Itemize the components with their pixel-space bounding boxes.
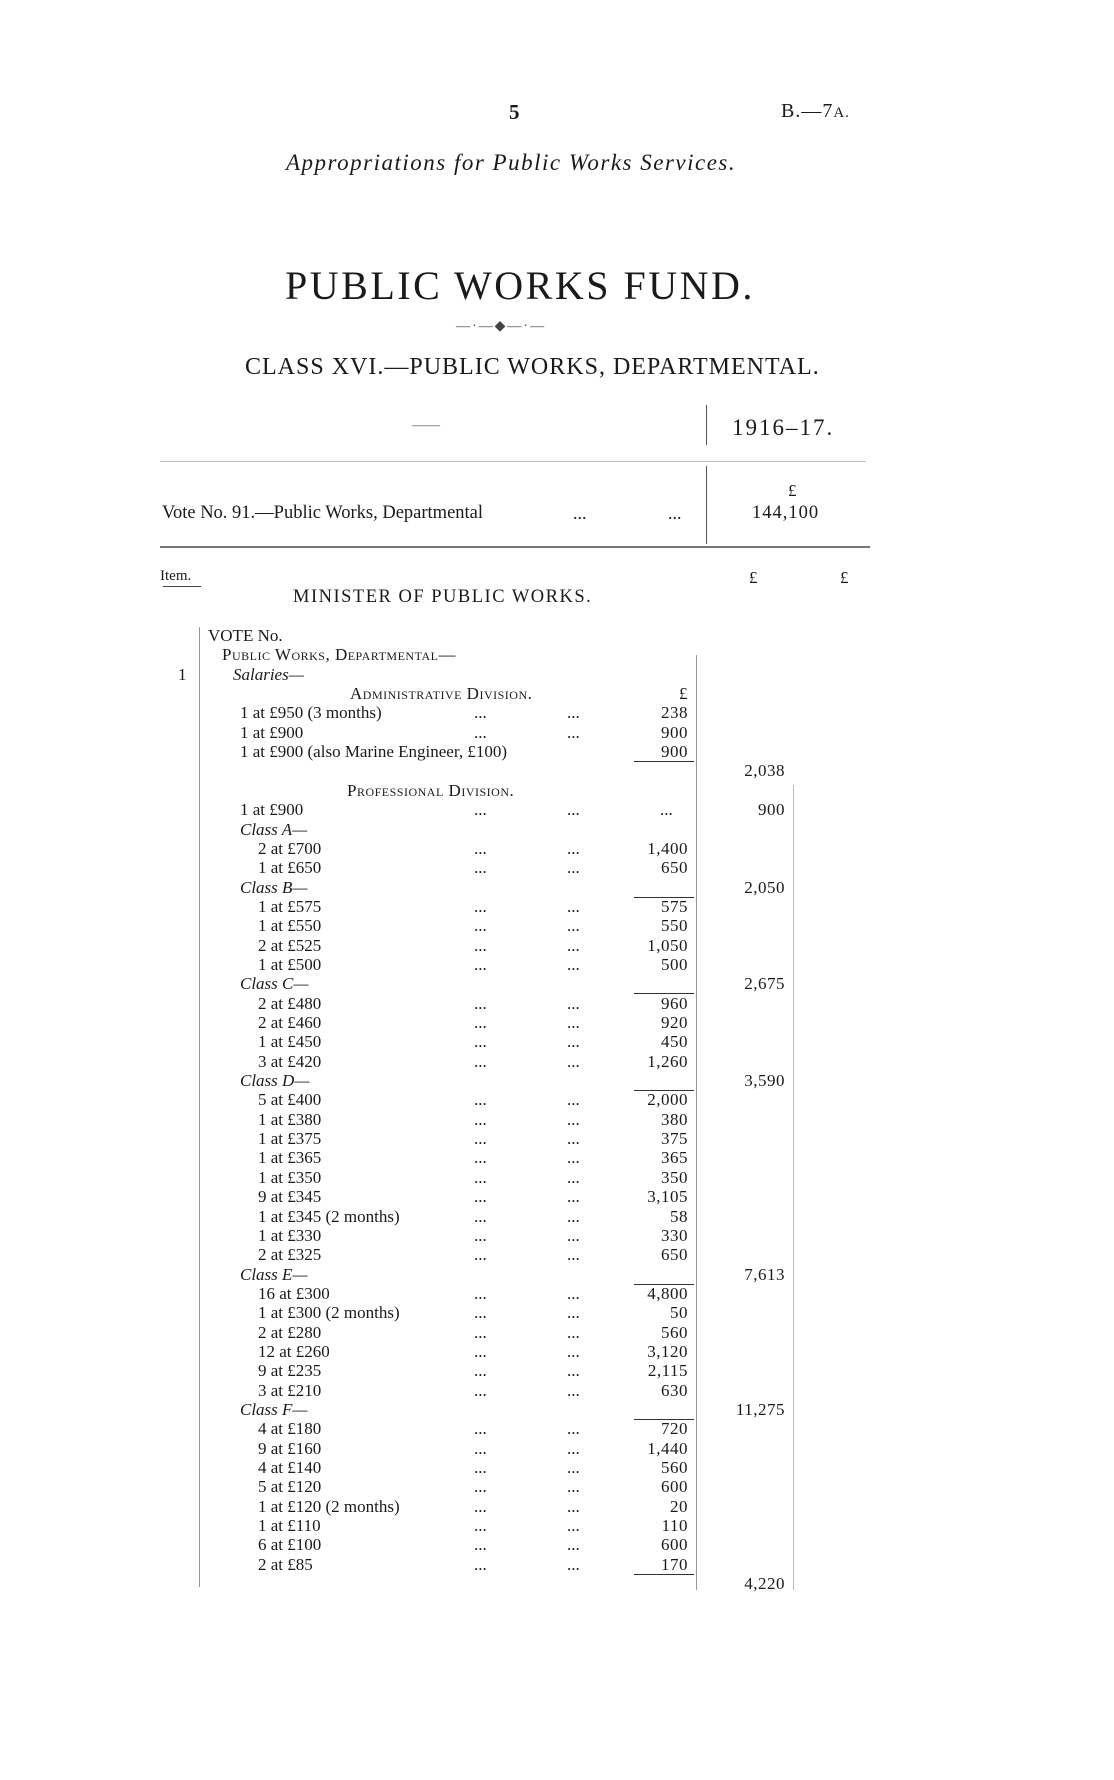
leader-dots: ... [567, 1554, 580, 1574]
table-row [0, 1342, 1114, 1362]
leader-dots: ... [567, 1535, 580, 1555]
year-column-rule [706, 405, 707, 445]
leader-dots: ... [567, 1032, 580, 1052]
table-row [0, 1439, 1114, 1459]
total-cell: 2,038 [744, 761, 785, 781]
amount-cell: 330 [661, 1225, 688, 1245]
table-row [0, 916, 1114, 936]
amount-cell: 600 [661, 1535, 688, 1555]
leader-dots: ... [474, 896, 487, 916]
class-title: CLASS XVI.—PUBLIC WORKS, DEPARTMENTAL. [245, 354, 820, 380]
leader-dots: ... [567, 1341, 580, 1361]
row-label: 5 at £120 [258, 1477, 322, 1497]
amount-cell: 550 [661, 916, 688, 936]
table-row [0, 1245, 1114, 1265]
vote-label: Vote No. 91.—Public Works, Departmental [162, 503, 484, 523]
amount-cell: 238 [661, 703, 688, 723]
page-subtitle: Appropriations for Public Works Services. [286, 150, 737, 175]
leader-dots: ... [567, 1187, 580, 1207]
amount-cell: 650 [661, 858, 688, 878]
row-label: Public Works, Departmental— [222, 645, 456, 665]
amount-cell: 560 [661, 1322, 688, 1342]
leader-dots: ... [567, 1225, 580, 1245]
table-row [0, 839, 1114, 859]
total-cell: 11,275 [735, 1400, 785, 1419]
row-label: Salaries— [233, 664, 304, 684]
amount-cell: 3,105 [647, 1187, 688, 1207]
row-label: 2 at £280 [258, 1322, 322, 1342]
leader-dots: ... [474, 1283, 487, 1303]
amount-cell: 600 [661, 1477, 688, 1497]
table-row [0, 1400, 1114, 1420]
leader-dots: ... [567, 1109, 580, 1129]
leader-dots: ... [474, 993, 487, 1013]
row-label: 1 at £300 (2 months) [258, 1303, 400, 1323]
row-label: 1 at £375 [258, 1129, 322, 1149]
row-label: 12 at £260 [258, 1341, 330, 1361]
amount-cell: 365 [661, 1148, 688, 1168]
row-label: 1 at £380 [258, 1109, 322, 1129]
table-row [0, 1555, 1114, 1575]
leader-dots: ... [474, 1516, 487, 1536]
row-label: Class A— [240, 819, 308, 839]
leader-dots: ... [567, 1013, 580, 1032]
amount-cell: 50 [670, 1303, 688, 1323]
leader-dots: ... [567, 1148, 580, 1168]
leader-dots: ... [567, 1206, 580, 1226]
row-label: 9 at £160 [258, 1438, 322, 1458]
table-row [0, 800, 1114, 820]
leader-dots: ... [474, 703, 487, 723]
leader-dots: ... [567, 838, 580, 858]
table-row [0, 1419, 1114, 1439]
row-label: 9 at £235 [258, 1361, 322, 1381]
vote-amount: 144,100 [752, 503, 820, 523]
amount-cell: 20 [670, 1496, 688, 1516]
amount-cell: 380 [661, 1109, 688, 1129]
leader-dots: ... [474, 1148, 487, 1168]
leader-dots: ... [474, 916, 487, 936]
amount-cell: 900 [661, 722, 688, 742]
amount-cell: 170 [661, 1554, 688, 1574]
doc-ref-main: B.—7 [781, 100, 834, 122]
leader-dots: ... [567, 1129, 580, 1149]
table-row [0, 1574, 1114, 1594]
amount-cell: 900 [661, 742, 688, 762]
table-row [0, 994, 1114, 1014]
amount-cell: 630 [661, 1380, 688, 1400]
table-row [0, 761, 1114, 781]
pound-column-header: £ [840, 568, 849, 587]
table-row [0, 1381, 1114, 1401]
item-number: 1 [178, 664, 187, 684]
row-label: 1 at £365 [258, 1148, 322, 1168]
leader-dots: ... [474, 954, 487, 974]
amount-cell: 4,800 [647, 1283, 688, 1303]
row-label: 1 at £900 [240, 722, 304, 742]
table-row [0, 1226, 1114, 1246]
table-row [0, 781, 1114, 801]
leader-dots: ... [567, 1438, 580, 1458]
amount-cell: 720 [661, 1419, 688, 1439]
table-row [0, 820, 1114, 840]
leader-dots: ... [474, 1477, 487, 1497]
leader-dots: ... [474, 858, 487, 878]
pound-column-header: £ [749, 568, 758, 587]
table-row [0, 955, 1114, 975]
leader-dots: ... [567, 703, 580, 723]
row-label: 1 at £575 [258, 896, 322, 916]
leader-dots: ... [474, 1167, 487, 1187]
leader-dots: ... [474, 935, 487, 955]
table-row [0, 1477, 1114, 1497]
leader-dots: ... [567, 1380, 580, 1400]
fund-title: PUBLIC WORKS FUND. [285, 263, 755, 308]
item-header-rule [163, 586, 201, 587]
leader-dots: ... [567, 1303, 580, 1323]
amount-cell: 650 [661, 1245, 688, 1265]
table-row [0, 1090, 1114, 1110]
table-row [0, 1071, 1114, 1091]
amount-cell: 560 [661, 1458, 688, 1478]
table-row [0, 1207, 1114, 1227]
table-row [0, 645, 1114, 665]
leader-dots: ... [474, 1206, 487, 1226]
table-row [0, 723, 1114, 743]
doc-ref-suffix: A. [833, 105, 850, 121]
table-row [0, 1284, 1114, 1304]
table-row [0, 1032, 1114, 1052]
amount-cell: 58 [670, 1206, 688, 1226]
leader-dots: ... [474, 1535, 487, 1555]
leader-dots: ... [567, 1090, 580, 1110]
row-label: VOTE No. [208, 626, 283, 645]
row-label: 1 at £110 [258, 1516, 321, 1536]
leader-dots: ... [474, 1554, 487, 1574]
table-row [0, 1265, 1114, 1285]
table-row [0, 626, 1114, 646]
row-label: 2 at £525 [258, 935, 322, 955]
leader-dots: ... [567, 800, 580, 820]
amount-cell: 575 [661, 896, 688, 916]
table-row [0, 1303, 1114, 1323]
row-label: 1 at £650 [258, 858, 322, 878]
leader-dots: ... [660, 800, 673, 820]
row-label: Administrative Division. [350, 684, 533, 704]
leader-dots: ... [567, 1167, 580, 1187]
amount-cell: 350 [661, 1167, 688, 1187]
table-row [0, 684, 1114, 704]
total-cell: 2,675 [744, 974, 785, 994]
vote-column-rule [706, 466, 707, 544]
row-label: Class E— [240, 1264, 308, 1284]
leader-dots: ... [474, 722, 487, 742]
amount-cell: 3,120 [647, 1341, 688, 1361]
amount-cell: 375 [661, 1129, 688, 1149]
leader-dots: ... [567, 1245, 580, 1265]
leader-dots: ... [474, 1419, 487, 1439]
row-label: 1 at £900 (also Marine Engineer, £100) [240, 742, 507, 762]
leader-dots: ... [567, 1419, 580, 1439]
row-label: Professional Division. [347, 780, 515, 800]
leader-dots: ... [567, 1458, 580, 1478]
leader-dots: ... [474, 1129, 487, 1149]
leader-dots: ... [474, 1438, 487, 1458]
table-row [0, 1148, 1114, 1168]
leader-dots: ... [474, 1090, 487, 1110]
vote-leader-dots: ... [668, 503, 682, 523]
ornament-divider: —·—◆—·— [456, 319, 547, 334]
leader-dots: ... [567, 1283, 580, 1303]
table-row [0, 1497, 1114, 1517]
table-row [0, 703, 1114, 723]
table-row [0, 1535, 1114, 1555]
leader-dots: ... [474, 1187, 487, 1207]
leader-dots: ... [567, 954, 580, 974]
total-cell: 4,220 [744, 1574, 785, 1594]
amount-cell: 450 [661, 1032, 688, 1052]
section-title: MINISTER OF PUBLIC WORKS. [293, 587, 593, 607]
leader-dots: ... [474, 1303, 487, 1323]
amount-cell: 1,260 [647, 1051, 688, 1071]
header-divider [160, 461, 866, 462]
leader-dots: ... [567, 722, 580, 742]
vote-currency: £ [788, 481, 797, 500]
leader-dots: ... [474, 1380, 487, 1400]
row-label: Class B— [240, 877, 308, 897]
item-column-header: Item. [160, 568, 192, 584]
section-divider [160, 546, 870, 548]
amount-cell: 110 [661, 1516, 688, 1536]
table-row [0, 897, 1114, 917]
table-row [0, 1458, 1114, 1478]
row-label: 2 at £325 [258, 1245, 322, 1265]
amount-cell: 2,000 [647, 1090, 688, 1110]
row-label: 4 at £140 [258, 1458, 322, 1478]
row-label: 1 at £330 [258, 1225, 322, 1245]
leader-dots: ... [474, 1322, 487, 1342]
leader-dots: ... [474, 1051, 487, 1071]
row-label: 3 at £420 [258, 1051, 322, 1071]
leader-dots: ... [567, 1051, 580, 1071]
row-label: Class F— [240, 1400, 308, 1419]
leader-dots: ... [474, 1225, 487, 1245]
vote-leader-dots: ... [573, 503, 587, 523]
row-label: 1 at £950 (3 months) [240, 703, 382, 723]
leader-dots: ... [567, 1477, 580, 1497]
table-row [0, 1516, 1114, 1536]
table-row [0, 1187, 1114, 1207]
row-label: 1 at £500 [258, 954, 322, 974]
row-label: 5 at £400 [258, 1090, 322, 1110]
amount-cell: 1,400 [647, 838, 688, 858]
table-row [0, 1110, 1114, 1130]
table-row [0, 1361, 1114, 1381]
table-row [0, 742, 1114, 762]
row-label: 6 at £100 [258, 1535, 322, 1555]
row-label: 2 at £85 [258, 1554, 313, 1574]
leader-dots: ... [474, 838, 487, 858]
table-row [0, 1168, 1114, 1188]
table-row [0, 1052, 1114, 1072]
amount-cell: 920 [661, 1013, 688, 1032]
total-cell: 2,050 [744, 877, 785, 897]
leader-dots: ... [474, 1361, 487, 1381]
row-label: Class C— [240, 974, 309, 994]
table-row [0, 858, 1114, 878]
row-label: 1 at £120 (2 months) [258, 1496, 400, 1516]
leader-dots: ... [474, 1458, 487, 1478]
row-label: 1 at £350 [258, 1167, 322, 1187]
leader-dots: ... [474, 1109, 487, 1129]
amount-cell: 960 [661, 993, 688, 1013]
page-number: 5 [509, 100, 520, 124]
table-row [0, 1013, 1114, 1033]
row-label: 3 at £210 [258, 1380, 322, 1400]
amount-cell: £ [679, 684, 688, 704]
row-label: 2 at £700 [258, 838, 322, 858]
row-label: 4 at £180 [258, 1419, 322, 1439]
total-cell: 900 [758, 800, 785, 820]
row-label: Class D— [240, 1071, 310, 1091]
amount-cell: 1,050 [647, 935, 688, 955]
header-dash: —— [412, 418, 440, 433]
table-row [0, 878, 1114, 898]
leader-dots: ... [474, 1245, 487, 1265]
leader-dots: ... [474, 1341, 487, 1361]
row-label: 9 at £345 [258, 1187, 322, 1207]
leader-dots: ... [474, 1013, 487, 1032]
leader-dots: ... [474, 1496, 487, 1516]
table-row [0, 1129, 1114, 1149]
leader-dots: ... [474, 800, 487, 820]
leader-dots: ... [567, 993, 580, 1013]
amount-cell: 1,440 [647, 1438, 688, 1458]
leader-dots: ... [567, 858, 580, 878]
leader-dots: ... [567, 1361, 580, 1381]
table-row [0, 665, 1114, 685]
total-cell: 3,590 [744, 1071, 785, 1091]
document-reference [781, 100, 850, 123]
row-label: 2 at £480 [258, 993, 322, 1013]
leader-dots: ... [567, 1322, 580, 1342]
leader-dots: ... [567, 1496, 580, 1516]
amount-cell: 2,115 [647, 1361, 688, 1381]
leader-dots: ... [567, 896, 580, 916]
row-label: 1 at £900 [240, 800, 304, 820]
total-cell: 7,613 [744, 1264, 785, 1284]
leader-dots: ... [567, 935, 580, 955]
row-label: 2 at £460 [258, 1013, 322, 1032]
leader-dots: ... [567, 916, 580, 936]
row-label: 1 at £550 [258, 916, 322, 936]
row-label: 1 at £450 [258, 1032, 322, 1052]
table-row [0, 974, 1114, 994]
leader-dots: ... [474, 1032, 487, 1052]
table-row [0, 936, 1114, 956]
year-heading: 1916–17. [732, 415, 835, 440]
row-label: 16 at £300 [258, 1283, 330, 1303]
table-row [0, 1323, 1114, 1343]
row-label: 1 at £345 (2 months) [258, 1206, 400, 1226]
amount-cell: 500 [661, 954, 688, 974]
leader-dots: ... [567, 1516, 580, 1536]
